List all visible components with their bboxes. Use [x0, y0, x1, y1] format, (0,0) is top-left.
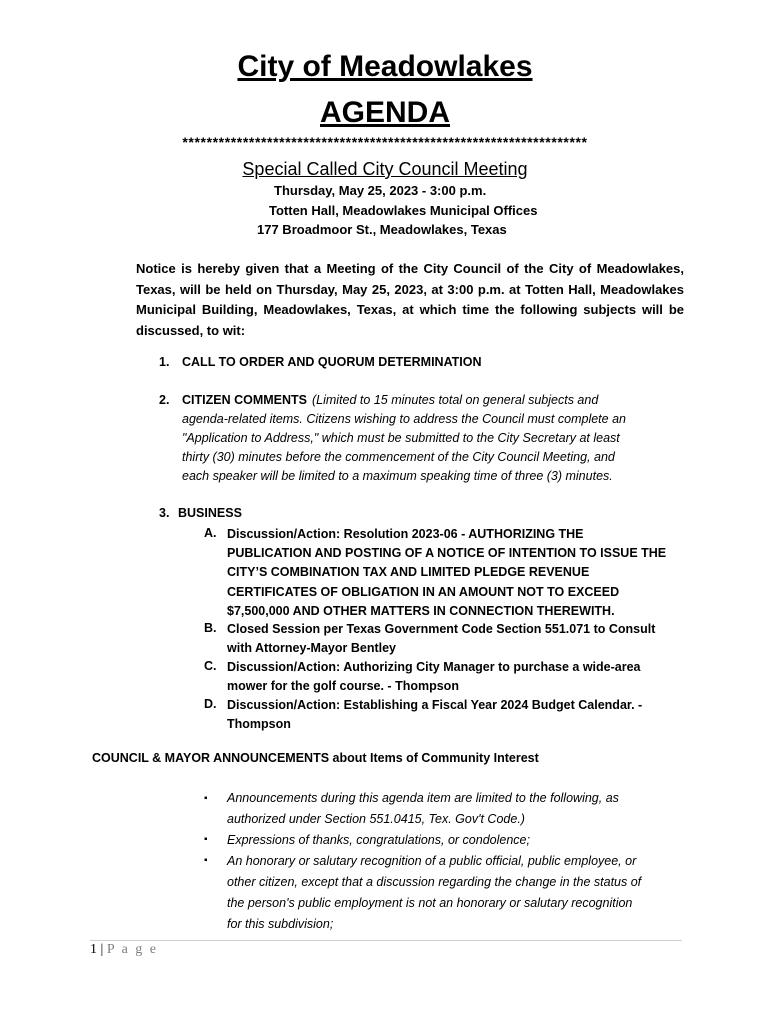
agenda-item-title: CITIZEN COMMENTS — [182, 393, 307, 407]
meeting-title: Special Called City Council Meeting — [242, 159, 528, 179]
page-footer — [90, 942, 158, 958]
business-line: mower for the golf course. - Thompson — [227, 679, 459, 694]
announcement-bullet — [227, 851, 641, 935]
business-item-d — [227, 696, 642, 734]
business-line: Discussion/Action: Authorizing City Manager to purchase a wide-area — [227, 660, 641, 674]
agenda-item-number: 3. — [159, 506, 170, 520]
announcement-bullet — [227, 830, 530, 851]
agenda-item-title: BUSINESS — [178, 506, 242, 520]
meeting-notice: Notice is hereby given that a Meeting of the City Council of the City of Meadowlakes, Texas, will be held on Thursday, May 25, 2023, at 3:00 p.m. at Totten Hall, Meadowlakes Municipal Building, Meadowlakes, Texas, at which time the following subjects will be discussed, to wit: — [136, 261, 684, 338]
bullet-line: An honorary or salutary recognition of a public official, public employee, or — [227, 854, 637, 868]
meeting-date-time: Thursday, May 25, 2023 - 3:00 p.m. — [274, 183, 487, 198]
citizen-comments-desc-line: (Limited to 15 minutes total on general subjects and — [312, 393, 599, 407]
business-line: Discussion/Action: Resolution 2023-06 - AUTHORIZING THE — [227, 527, 584, 541]
bullet-line: Announcements during this agenda item are limited to the following, as — [227, 791, 619, 805]
business-item-letter: B. — [204, 621, 217, 635]
business-line: CITY’S COMBINATION TAX AND LIMITED PLEDGE REVENUE — [227, 565, 590, 580]
citizen-comments-desc-line: agenda-related items. Citizens wishing to address the Council must complete an — [182, 412, 626, 426]
bullet-square-icon: ▪ — [204, 855, 208, 866]
bullet-square-icon: ▪ — [204, 834, 208, 845]
announcements-heading: COUNCIL & MAYOR ANNOUNCEMENTS about Items of Community Interest — [92, 751, 539, 765]
agenda-item-title: CALL TO ORDER AND QUORUM DETERMINATION — [182, 355, 482, 369]
bullet-line: for this subdivision; — [227, 917, 334, 931]
agenda-title: AGENDA — [319, 96, 450, 129]
city-title: City of Meadowlakes — [237, 50, 533, 83]
business-item-b — [227, 620, 655, 658]
star-divider: ******************************************************************* — [182, 134, 588, 150]
citizen-comments-desc-line: "Application to Address," which must be submitted to the City Secretary at least — [182, 431, 620, 445]
bullet-square-icon: ▪ — [204, 793, 208, 804]
citizen-comments-desc-line: thirty (30) minutes before the commencement of the City Council Meeting, and — [182, 450, 615, 464]
bullet-line: other citizen, except that a discussion regarding the change in the status of — [227, 875, 642, 889]
business-line: PUBLICATION AND POSTING OF A NOTICE OF INTENTION TO ISSUE THE — [227, 546, 667, 561]
business-item-letter: C. — [204, 659, 217, 673]
bullet-line: Expressions of thanks, congratulations, or condolence; — [227, 833, 530, 847]
meeting-address: 177 Broadmoor St., Meadowlakes, Texas — [257, 222, 507, 237]
agenda-item-1 — [159, 355, 482, 369]
business-line: CERTIFICATES OF OBLIGATION IN AN AMOUNT NOT TO EXCEED — [227, 584, 620, 599]
footer-divider — [90, 940, 682, 941]
agenda-item-number: 1. — [159, 355, 170, 369]
meeting-venue: Totten Hall, Meadowlakes Municipal Offices — [269, 203, 538, 218]
business-line: $7,500,000 AND OTHER MATTERS IN CONNECTION THEREWITH. — [227, 603, 615, 618]
business-item-c — [227, 658, 641, 696]
business-line: Thompson — [227, 717, 291, 732]
page-label: P a g e — [106, 942, 159, 957]
footer-separator: | — [100, 942, 104, 957]
announcement-bullet — [227, 788, 619, 830]
business-line: with Attorney-Mayor Bentley — [227, 641, 397, 656]
citizen-comments-desc-line: each speaker will be limited to a maximum speaking time of three (3) minutes. — [182, 469, 613, 483]
business-line: Closed Session per Texas Government Code Section 551.071 to Consult — [227, 622, 656, 636]
business-item-letter: A. — [204, 526, 217, 540]
agenda-item-3 — [159, 506, 242, 520]
business-item-a — [227, 525, 666, 621]
bullet-line: authorized under Section 551.0415, Tex. Gov't Code.) — [227, 812, 525, 826]
agenda-item-2 — [159, 393, 307, 407]
bullet-line: the person's public employment is not an honorary or salutary recognition — [227, 896, 633, 910]
page-number: 1 — [90, 942, 97, 957]
agenda-item-number: 2. — [159, 393, 170, 407]
business-item-letter: D. — [204, 697, 217, 711]
business-line: Discussion/Action: Establishing a Fiscal Year 2024 Budget Calendar. - — [227, 698, 643, 712]
